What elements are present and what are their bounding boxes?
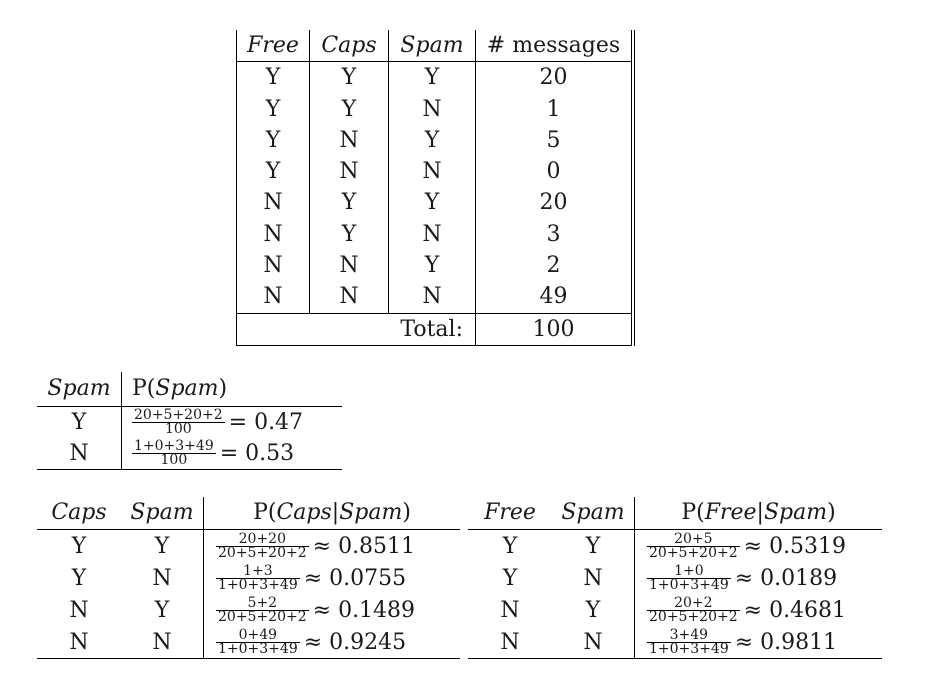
cell-probability — [635, 626, 883, 659]
cell-caps: N — [37, 626, 121, 659]
numerator: 20+5+20+2 — [134, 407, 223, 423]
cell-caps: N — [310, 281, 389, 313]
cell-count: 20 — [476, 62, 634, 94]
table-header-row — [468, 497, 882, 530]
cell-probability — [204, 594, 461, 626]
message-counts-table — [236, 30, 635, 346]
probability-value: = 0.53 — [219, 441, 295, 466]
header-p-free-given-spam: P(Free|Spam) — [635, 497, 883, 530]
table-row — [468, 594, 882, 626]
fraction — [647, 530, 740, 561]
header-messages: # messages — [476, 30, 634, 62]
header-spam: Spam — [389, 30, 476, 62]
cell-count: 2 — [476, 250, 634, 281]
table-row — [237, 156, 634, 187]
cell-caps: Y — [71, 565, 87, 591]
cell-free: N — [468, 626, 552, 659]
header-caps: Caps — [37, 497, 121, 530]
cell-caps: N — [310, 250, 389, 281]
cell-count: 49 — [476, 281, 634, 313]
table-header-row — [37, 372, 342, 407]
cell-spam: N — [389, 156, 476, 187]
probability-value: ≈ 0.0189 — [734, 565, 838, 591]
cell-spam: N — [389, 281, 476, 313]
numerator: 0+49 — [216, 629, 300, 643]
cell-probability — [204, 530, 461, 563]
cell-caps: Y — [310, 187, 389, 218]
cell-count: 3 — [476, 219, 634, 250]
cell-caps: Y — [310, 219, 389, 250]
cell-spam: N — [152, 565, 172, 591]
denominator: 1+0+3+49 — [649, 640, 729, 657]
probability-value: ≈ 0.5319 — [743, 533, 847, 559]
cell-spam: Y — [389, 187, 476, 218]
cell-count: 1 — [476, 94, 634, 125]
cell-count: 0 — [476, 156, 634, 187]
cell-spam: N — [37, 438, 122, 470]
denominator: 20+5+20+2 — [218, 608, 307, 625]
fraction — [216, 594, 309, 625]
numerator: 20+20 — [216, 533, 309, 547]
probability-value: ≈ 0.9811 — [734, 629, 838, 655]
cell-free: N — [237, 281, 310, 313]
caps-given-spam-table — [37, 497, 460, 659]
probability-value: ≈ 0.0755 — [303, 565, 407, 591]
fraction — [132, 409, 225, 436]
table-header-row — [37, 497, 460, 530]
cell-spam: Y — [585, 533, 601, 559]
probability-value: ≈ 0.1489 — [312, 597, 416, 623]
table-row — [37, 438, 342, 470]
denominator: 20+5+20+2 — [649, 608, 738, 625]
table-row — [237, 125, 634, 156]
denominator: 20+5+20+2 — [649, 544, 738, 561]
numerator: 3+49 — [647, 629, 731, 643]
header-spam: Spam — [121, 497, 204, 530]
cell-probability — [204, 626, 461, 659]
fraction — [216, 626, 300, 657]
cell-spam: Y — [389, 250, 476, 281]
cell-free: N — [237, 187, 310, 218]
fraction — [647, 562, 731, 593]
cell-spam: Y — [585, 597, 601, 623]
table-row — [237, 94, 634, 125]
cell-free: Y — [237, 94, 310, 125]
table-row — [468, 530, 882, 563]
table-row — [468, 626, 882, 659]
cell-spam: N — [552, 626, 635, 659]
cell-free: Y — [237, 156, 310, 187]
cell-free: Y — [502, 565, 518, 591]
cell-free: Y — [237, 62, 310, 94]
fraction — [132, 440, 216, 467]
table-row — [37, 530, 460, 563]
cell-count: 20 — [476, 187, 634, 218]
cell-probability — [122, 407, 343, 439]
cell-spam: N — [389, 219, 476, 250]
total-label: Total: — [237, 313, 476, 345]
probability-value: ≈ 0.9245 — [303, 629, 407, 655]
denominator: 20+5+20+2 — [218, 544, 307, 561]
header-spam: Spam — [37, 372, 122, 407]
cell-count: 5 — [476, 125, 634, 156]
numerator: 1+0 — [647, 565, 731, 579]
table-row — [237, 219, 634, 250]
cell-caps: N — [310, 156, 389, 187]
probability-value: = 0.47 — [228, 410, 304, 435]
table-header-row — [237, 30, 634, 62]
free-given-spam-table — [468, 497, 882, 659]
numerator: 20+2 — [647, 597, 740, 611]
cell-spam: N — [121, 626, 204, 659]
fraction — [647, 626, 731, 657]
probability-value: ≈ 0.4681 — [743, 597, 847, 623]
cell-probability — [635, 562, 883, 594]
cell-caps: Y — [71, 533, 87, 559]
cell-free: N — [500, 597, 520, 623]
denominator: 1+0+3+49 — [218, 576, 298, 593]
table-row — [37, 407, 342, 439]
cell-free: Y — [502, 533, 518, 559]
cell-caps: N — [69, 597, 89, 623]
table-row — [237, 187, 634, 218]
table-row — [237, 62, 634, 94]
probability-value: ≈ 0.8511 — [312, 533, 416, 559]
cell-spam: Y — [154, 533, 170, 559]
numerator: 20+5 — [647, 533, 740, 547]
fraction — [216, 530, 309, 561]
table-row — [37, 626, 460, 659]
cell-probability — [122, 438, 343, 470]
numerator: 1+3 — [216, 565, 300, 579]
cell-spam: Y — [154, 597, 170, 623]
cell-spam: N — [583, 565, 603, 591]
denominator: 100 — [160, 452, 188, 468]
header-caps: Caps — [310, 30, 389, 62]
cell-free: N — [237, 219, 310, 250]
cell-probability — [635, 594, 883, 626]
table-row — [468, 562, 882, 594]
header-p-spam: P(Spam) — [122, 372, 343, 407]
denominator: 1+0+3+49 — [218, 640, 298, 657]
cell-spam: Y — [389, 125, 476, 156]
fraction — [647, 594, 740, 625]
denominator: 1+0+3+49 — [649, 576, 729, 593]
header-spam: Spam — [552, 497, 635, 530]
cell-free: N — [237, 250, 310, 281]
total-value: 100 — [476, 313, 634, 345]
spam-prior-table — [37, 372, 342, 470]
cell-spam: N — [389, 94, 476, 125]
numerator: 5+2 — [216, 597, 309, 611]
fraction — [216, 562, 300, 593]
header-p-caps-given-spam: P(Caps|Spam) — [204, 497, 461, 530]
header-free: Free — [237, 30, 310, 62]
numerator: 1+0+3+49 — [134, 438, 214, 454]
table-row — [237, 281, 634, 313]
total-row — [237, 313, 634, 345]
table-row — [37, 562, 460, 594]
cell-caps: Y — [310, 62, 389, 94]
cell-probability — [635, 530, 883, 563]
denominator: 100 — [164, 421, 192, 437]
table-row — [37, 594, 460, 626]
cell-probability — [204, 562, 461, 594]
header-free: Free — [468, 497, 552, 530]
cell-spam: Y — [389, 62, 476, 94]
cell-spam: Y — [71, 410, 87, 435]
cell-caps: Y — [310, 94, 389, 125]
table-row — [237, 250, 634, 281]
cell-caps: N — [310, 125, 389, 156]
cell-free: Y — [237, 125, 310, 156]
